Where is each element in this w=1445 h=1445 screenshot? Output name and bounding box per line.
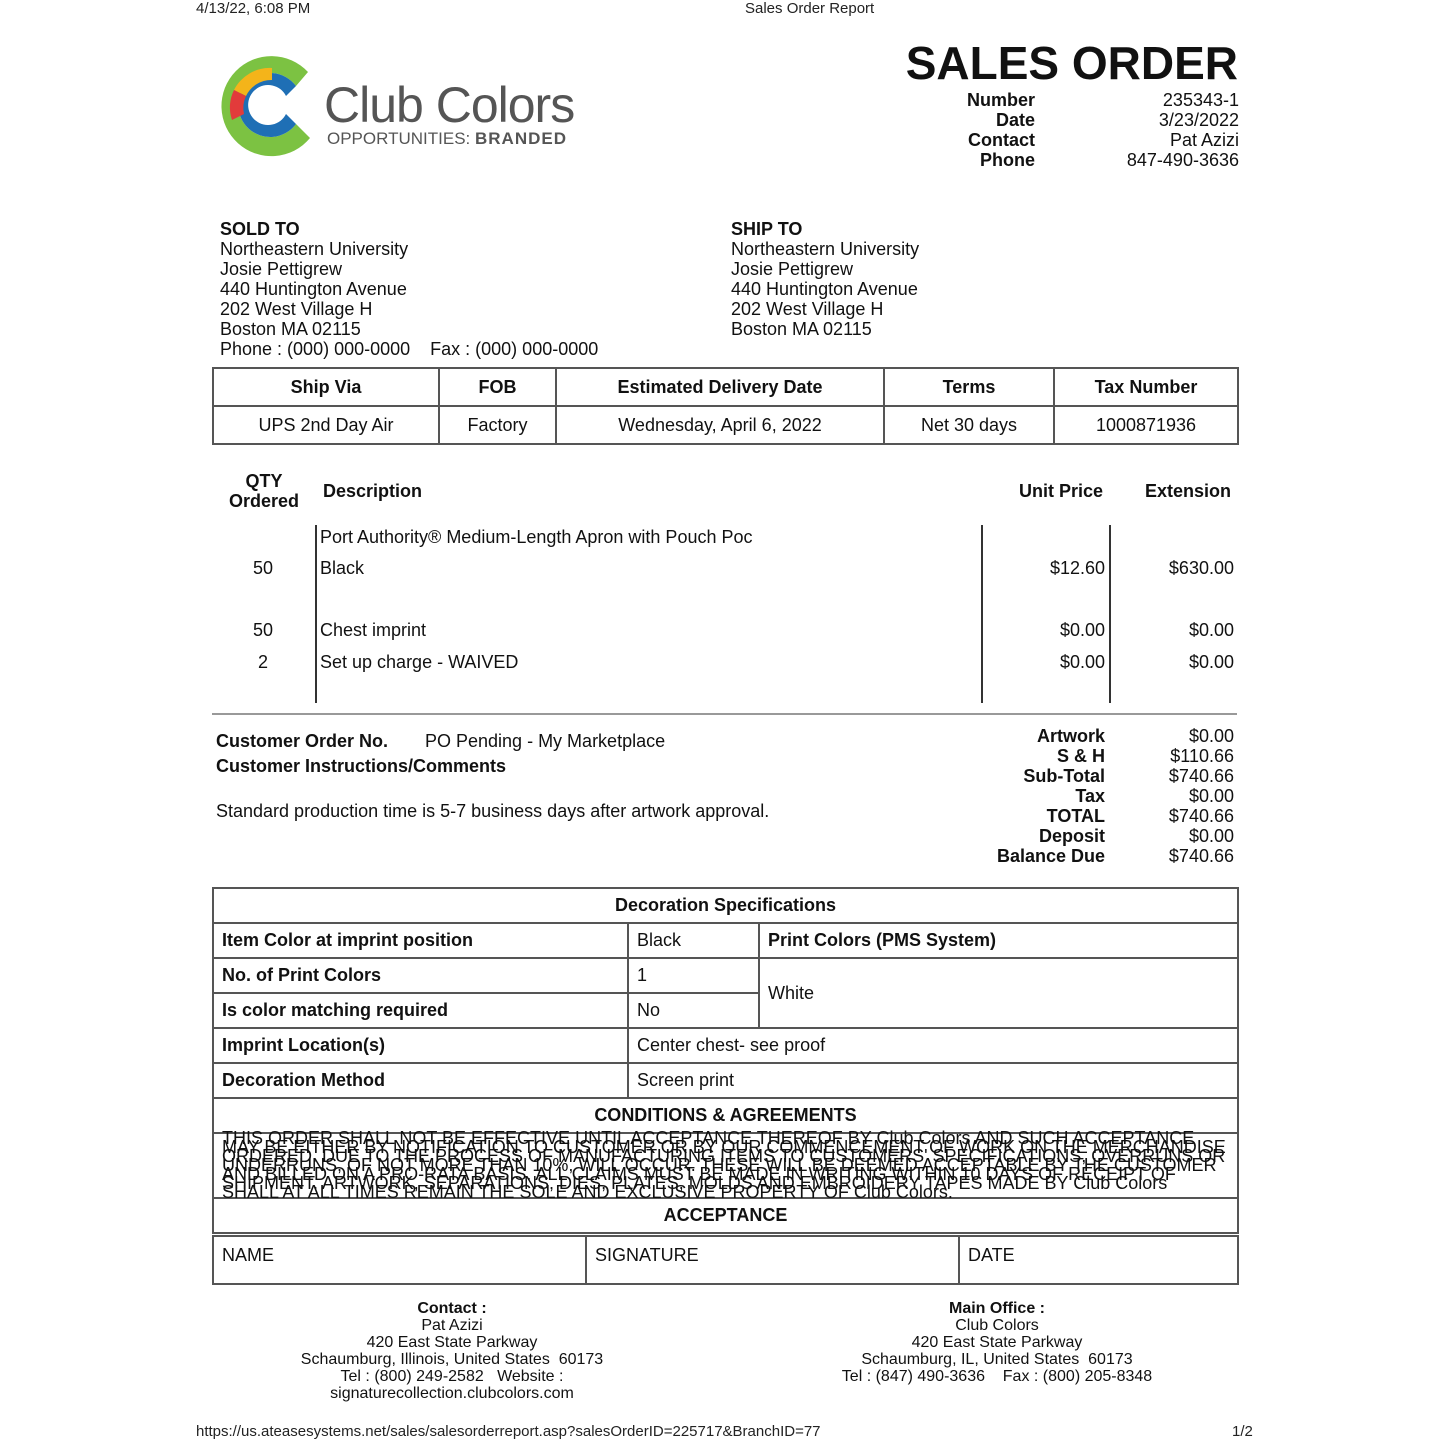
print-page-title: Sales Order Report — [745, 0, 875, 17]
logo-wordmark: Club Colors — [324, 77, 575, 133]
signature-field[interactable]: SIGNATURE — [586, 1236, 959, 1284]
print-datetime: 4/13/22, 6:08 PM — [196, 0, 311, 17]
decoration-table: Decoration Specifications Item Color at imprint position Black Print Colors (PMS System) No. of Print Colors 1 White Is color matching required No Imprint Location(s) Center chest- see proof Decoration Method Screen print CONDITIONS & AGREEMENTS THIS ORDER SHALL NOT BE EFFECTIVE UNTIL ACCEPTANCE THEREOF BY Club Colors AND SUCH ACCEPTANCE MAY BE EITHER BY NOTIFICATION TO CUSTOMER OR BY OUR COMMENCEMENT OF WORK ON THE MERCHANDISE ORDERED. DUE TO THE PROCESS OF MANUFACTURING ITEMS TO CUSTOMERS' SPECIFICATIONS, OVERRUNS OR UNDERRUNS, OF NOT MORE THAN 10%, WILL OCCUR. THESE WILL BE DEEMED ACCEPTABLE BY THE CUSTOMER AND BILLED ON A PRO-RATA BASIS. ALL CLAIMS MUST BE MADE IN WRITING WITHIN 10 DAYS OF RECEIPT OF SHIPMENT. ARTWORK, SEPARATIONS, DIES, PLATES, MOLDS AND EMBROIDERY TAPES MADE BY Club Colors SHALL AT ALL TIMES REMAIN THE SOLE AND EXCLUSIVE PROPERTY OF Club Colors. ACCEPTANCE — [212, 887, 1239, 1234]
item-qty: 50 — [252, 620, 274, 640]
sales-order-title: SALES ORDER — [905, 37, 1238, 89]
ship-to-heading: SHIP TO — [731, 219, 803, 239]
item-qty: 50 — [252, 558, 274, 578]
totals-table: Artwork $0.00 S & H $110.66 Sub-Total $740.66 Tax $0.00 TOTAL $740.66 Deposit $0.00 Balance Due $740.66 — [996, 726, 1234, 866]
item-unit-price: $12.60 — [1049, 558, 1105, 578]
print-url: https://us.ateasesystems.net/sales/salesorderreport.asp?salesOrderID=225717&BranchID=77 — [196, 1423, 821, 1440]
item-extension: $0.00 — [1188, 620, 1234, 640]
name-field[interactable]: NAME — [213, 1236, 586, 1284]
item-unit-price: $0.00 — [1059, 652, 1105, 672]
unit-price-header: Unit Price — [1018, 481, 1103, 501]
decoration-title: Decoration Specifications — [213, 888, 1238, 923]
product-name: Port Authority® Medium-Length Apron with Pouch Poc — [320, 527, 753, 547]
sold-to-heading: SOLD TO — [220, 219, 300, 239]
item-description: Set up charge - WAIVED — [320, 652, 519, 672]
order-meta: Number 235343-1 Date 3/23/2022 Contact Pat Azizi Phone 847-490-3636 — [966, 90, 1239, 170]
acceptance-table — [212, 1235, 1239, 1285]
item-description: Chest imprint — [320, 620, 427, 640]
item-extension: $0.00 — [1188, 652, 1234, 672]
items-divider — [315, 525, 317, 703]
item-extension: $630.00 — [1168, 558, 1234, 578]
acceptance-title: ACCEPTANCE — [213, 1198, 1238, 1233]
shipping-table: Ship Via FOB Estimated Delivery Date Terms Tax Number UPS 2nd Day Air Factory Wednesday, April 6, 2022 Net 30 days 1000871936 — [212, 367, 1239, 445]
item-qty: 2 — [257, 652, 268, 672]
date-field[interactable]: DATE — [959, 1236, 1238, 1284]
customer-order-value: PO Pending - My Marketplace — [425, 731, 666, 751]
customer-instructions-label: Customer Instructions/Comments — [216, 756, 507, 776]
website-link[interactable]: signaturecollection.clubcolors.com — [330, 1385, 574, 1402]
footer-contact: Contact : Pat Azizi 420 East State Parkway Schaumburg, Illinois, United States 60173 Tel : (800) 249-2582 Website : signaturecollection.clubcolors.com — [252, 1300, 652, 1402]
club-colors-logo — [212, 50, 592, 160]
logo-swirl-icon — [212, 50, 324, 160]
description-header: Description — [323, 481, 423, 501]
customer-order-label: Customer Order No. — [216, 731, 389, 751]
footer-office: Main Office : Club Colors 420 East State Parkway Schaumburg, IL, United States 60173 Tel : (847) 490-3636 Fax : (800) 205-8348 — [841, 1300, 1153, 1385]
items-divider — [981, 525, 983, 703]
items-divider — [1109, 525, 1111, 703]
logo-tagline: OPPORTUNITIES: BRANDED — [327, 129, 567, 148]
customer-instructions: Standard production time is 5-7 business days after artwork approval. — [216, 801, 770, 821]
print-page-number: 1/2 — [1232, 1423, 1253, 1440]
qty-header: QTY Ordered — [228, 471, 300, 511]
item-unit-price: $0.00 — [1059, 620, 1105, 640]
conditions-text: THIS ORDER SHALL NOT BE EFFECTIVE UNTIL ACCEPTANCE THEREOF BY Club Colors AND SUCH ACCEPTANCE MAY BE EITHER BY NOTIFICATION TO CUSTOMER OR BY OUR COMMENCEMENT OF WORK ON THE MERCHANDISE ORDERED. DUE TO THE PROCESS OF MANUFACTURING ITEMS TO CUSTOMERS' SPECIFICATIONS, OVERRUNS OR UNDERRUNS, OF NOT MORE THAN 10%, WILL OCCUR. THESE WILL BE DEEMED ACCEPTABLE BY THE CUSTOMER AND BILLED ON A PRO-RATA BASIS. ALL CLAIMS MUST BE MADE IN WRITING WITHIN 10 DAYS OF RECEIPT OF SHIPMENT. ARTWORK, SEPARATIONS, DIES, PLATES, MOLDS AND EMBROIDERY TAPES MADE BY Club Colors SHALL AT ALL TIMES REMAIN THE SOLE AND EXCLUSIVE PROPERTY OF Club Colors. — [213, 1133, 1238, 1198]
sold-to-block: SOLD TO Northeastern University Josie Pettigrew 440 Huntington Avenue 202 West Village H Boston MA 02115 Phone : (000) 000-0000 Fax : (000) 000-0000 — [220, 219, 599, 359]
extension-header: Extension — [1144, 481, 1231, 501]
item-description: Black — [320, 558, 365, 578]
items-separator — [212, 713, 1237, 715]
conditions-title: CONDITIONS & AGREEMENTS — [213, 1098, 1238, 1133]
ship-to-block: SHIP TO Northeastern University Josie Pettigrew 440 Huntington Avenue 202 West Village H Boston MA 02115 — [731, 219, 920, 339]
